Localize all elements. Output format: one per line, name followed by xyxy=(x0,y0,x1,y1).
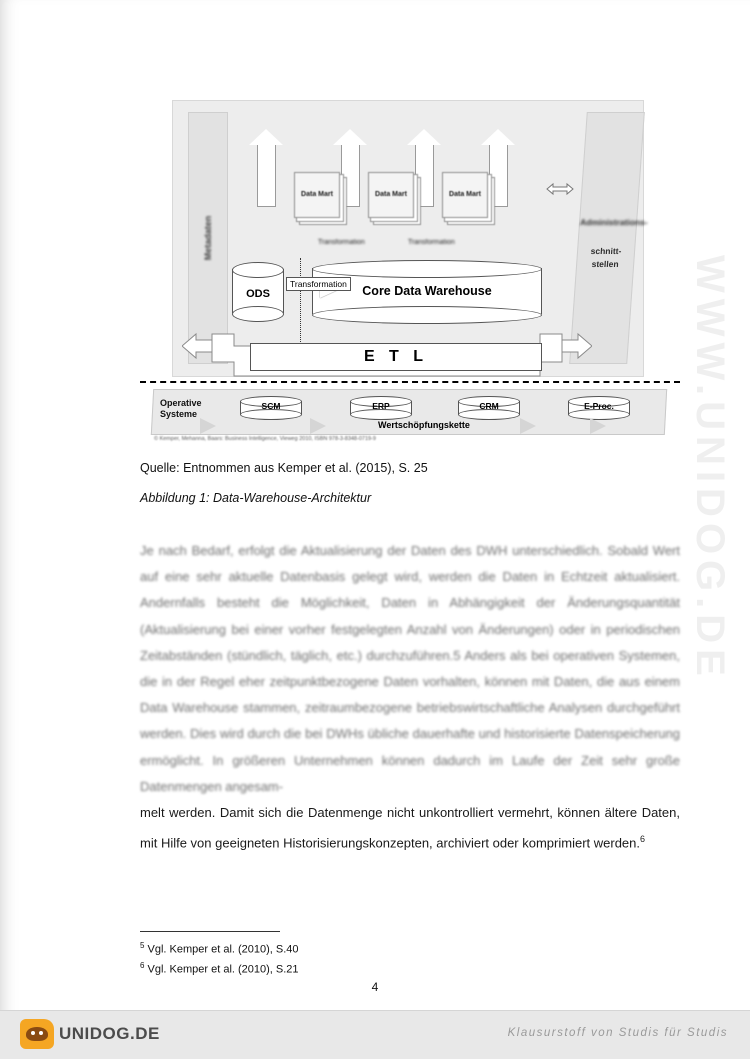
footnote-item xyxy=(140,958,299,978)
ods-cylinder xyxy=(232,262,284,320)
chevron-right-icon xyxy=(200,418,216,434)
source-system-label: SCM xyxy=(261,401,281,411)
cylinder-top xyxy=(312,260,542,278)
footnote-rule xyxy=(140,931,280,932)
chevron-right-icon xyxy=(590,418,606,434)
value-chain-label: Wertschöpfungskette xyxy=(378,420,470,430)
figure-caption: Abbildung 1: Data-Warehouse-Architektur xyxy=(140,491,372,505)
dog-icon xyxy=(20,1019,54,1049)
double-arrow-icon xyxy=(546,182,574,196)
watermark: WWW.UNIDOG.DE xyxy=(688,255,732,682)
chevron-right-icon xyxy=(520,418,536,434)
etl-bar: E T L xyxy=(250,343,542,371)
source-system-eproc xyxy=(568,396,630,418)
footnote-text: Vgl. Kemper et al. (2010), S.21 xyxy=(147,963,299,976)
transformation-label: Transformation xyxy=(408,239,455,246)
source-system-label: ERP xyxy=(372,401,390,411)
administration-label-blurred: Administrations- xyxy=(579,217,648,227)
cylinder-bottom xyxy=(312,306,542,324)
cylinder-top xyxy=(232,262,284,278)
footnote-item xyxy=(140,938,299,958)
body-paragraph-blurred: Je nach Bedarf, erfolgt die Aktualisierung der Daten des DWH unterschiedlich. Sobald Wert auf eine sehr aktuelle Datenbasis gelegt wird, werden die Daten in Echtzeit aktualisiert. Andernfalls besteht die Möglichkeit, Daten in Abhängigkeit der Änderungsquantität (Aktualisierung bei einer vorher festgelegten Anzahl von Änderungen) oder in periodischen Zeitabständen (stündlich, täglich, etc.) durchzuführen.5 Anders als bei operativen Systemen, die in der Regel eher zeitpunktbezogene Daten vorhalten, können mit Daten, die aus einem Data Warehouse stammen, zeitraumbezogene betriebswirtschaftliche Analysen durchgeführt werden. Dies wird durch die bei DWHs übliche dauerhafte und historisierte Datenspeicherung ermöglicht. In größeren Unternehmen können dadurch im Laufe der Zeit sehr große Datenmengen angesam- xyxy=(140,543,680,794)
figure-source-caption: Quelle: Entnommen aus Kemper et al. (2015), S. 25 xyxy=(140,461,428,475)
footnote-text: Vgl. Kemper et al. (2010), S.40 xyxy=(147,943,299,956)
source-system-label: E-Proc. xyxy=(584,401,614,411)
footnote-marker: 6 xyxy=(640,834,646,845)
page-number: 4 xyxy=(371,980,379,994)
logo-text: UNIDOG.DE xyxy=(59,1024,160,1043)
ods-label: ODS xyxy=(246,288,270,300)
data-mart-box: Data Mart xyxy=(442,172,488,218)
up-arrow-icon xyxy=(415,143,434,207)
source-system-label: CRM xyxy=(479,401,499,411)
footnote-number: 6 xyxy=(140,960,145,970)
body-paragraph-visible-text: melt werden. Damit sich die Datenmenge nicht unkontrolliert vermehrt, können ältere Daten, mit Hilfe von geeigneten Historisierungskonzepten, archiviert oder komprimiert werden. xyxy=(140,805,680,851)
operative-systems-label-line2: Systeme xyxy=(160,409,198,420)
chevron-right-icon xyxy=(310,418,326,434)
administration-label-line2: stellen xyxy=(591,259,620,269)
footer-tagline: Klausurstoff von Studis für Studis xyxy=(507,1027,728,1039)
up-arrow-icon xyxy=(341,143,360,207)
transformation-box: Transformation xyxy=(286,277,351,291)
up-arrow-icon xyxy=(257,143,276,207)
transformation-label: Transformation xyxy=(318,239,365,246)
up-arrow-icon xyxy=(489,143,508,207)
page-footer xyxy=(0,1010,750,1059)
data-mart-box: Data Mart xyxy=(294,172,340,218)
data-mart-box: Data Mart xyxy=(368,172,414,218)
administration-label-line1: schnitt- xyxy=(590,246,622,256)
source-system-scm xyxy=(240,396,302,418)
operative-systems-label-line1: Operative xyxy=(160,398,202,408)
metadata-column xyxy=(188,112,228,364)
figure-credit: © Kemper, Mehanna, Baars: Business Intelligence, Vieweg 2010, ISBN 978-3-8348-0719-9 xyxy=(154,436,376,442)
source-system-erp xyxy=(350,396,412,418)
cylinder-bottom xyxy=(232,306,284,322)
footnotes xyxy=(140,938,299,977)
dashed-divider xyxy=(140,381,680,383)
body-paragraph-visible xyxy=(140,800,680,857)
core-data-warehouse-cylinder xyxy=(312,260,542,322)
body-text xyxy=(140,538,680,857)
footnote-number: 5 xyxy=(140,941,145,950)
source-system-crm xyxy=(458,396,520,418)
core-data-warehouse-label: Core Data Warehouse xyxy=(362,284,492,298)
operative-systems-label xyxy=(160,398,202,421)
figure-data-warehouse-architecture xyxy=(140,100,680,445)
metadata-column-label: Metadaten xyxy=(203,215,213,261)
unidog-logo[interactable] xyxy=(20,1019,160,1049)
